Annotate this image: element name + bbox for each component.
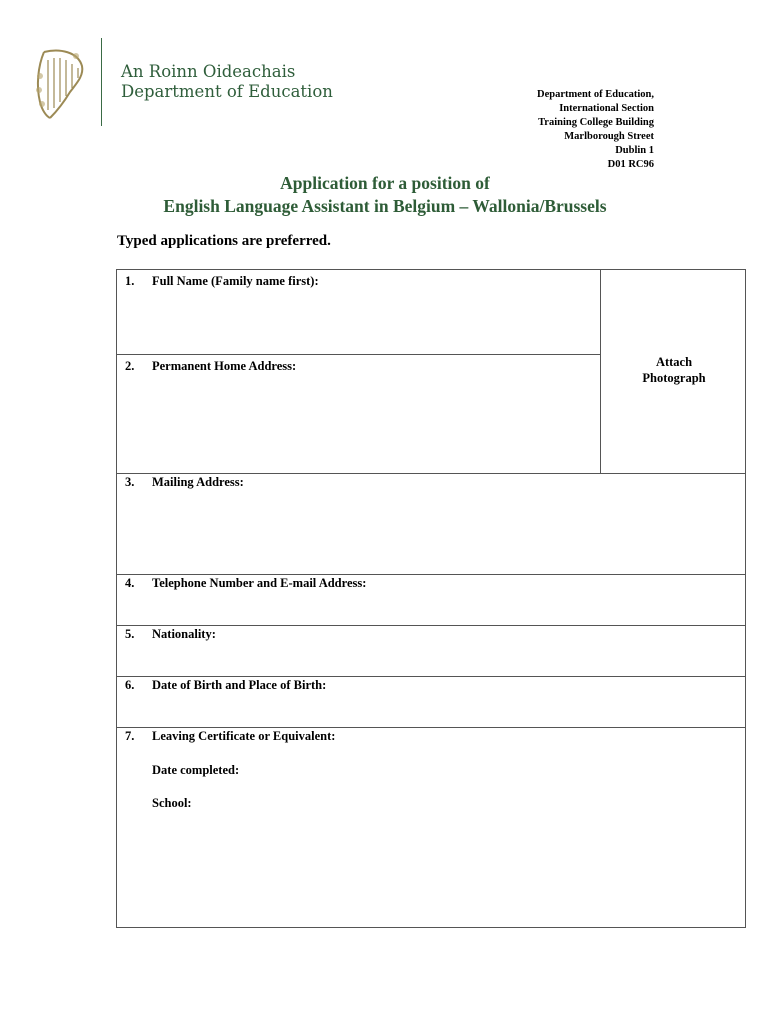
date-completed-label: Date completed: xyxy=(152,763,240,777)
full-name-label: Full Name (Family name first): xyxy=(152,274,319,288)
field-number: 5. xyxy=(125,627,135,641)
home-address-label: Permanent Home Address: xyxy=(152,359,297,373)
address-line: Training College Building xyxy=(538,117,654,128)
full-name-field[interactable] xyxy=(117,270,600,354)
field-number: 7. xyxy=(125,729,135,743)
department-brand xyxy=(121,62,333,102)
field-number: 2. xyxy=(125,359,135,373)
address-line: D01 RC96 xyxy=(607,159,654,170)
mailing-address-field[interactable] xyxy=(117,474,745,574)
address-line: Dublin 1 xyxy=(615,145,654,156)
mailing-address-label: Mailing Address: xyxy=(152,475,244,489)
address-line: Department of Education, xyxy=(537,89,654,100)
field-number: 4. xyxy=(125,576,135,590)
field-number: 3. xyxy=(125,475,135,489)
telephone-email-field[interactable] xyxy=(117,575,745,625)
photo-label-line-1: Attach xyxy=(655,355,693,369)
photo-box[interactable] xyxy=(601,354,747,386)
department-address xyxy=(537,88,654,172)
leaving-certificate-field[interactable] xyxy=(117,728,745,927)
nationality-field[interactable] xyxy=(117,626,745,676)
application-form xyxy=(116,269,746,928)
photo-label-line-2: Photograph xyxy=(642,371,706,385)
school-label: School: xyxy=(152,796,192,810)
brand-english-name: Department of Education xyxy=(121,82,333,101)
brand-irish-name: An Roinn Oideachais xyxy=(121,62,296,81)
address-line: Marlborough Street xyxy=(564,131,654,142)
field-number: 6. xyxy=(125,678,135,692)
telephone-email-label: Telephone Number and E-mail Address: xyxy=(152,576,367,590)
typed-note: Typed applications are preferred. xyxy=(117,233,331,249)
page-title xyxy=(0,172,770,218)
birth-label: Date of Birth and Place of Birth: xyxy=(152,678,327,692)
home-address-field[interactable] xyxy=(117,355,600,473)
harp-logo-icon xyxy=(30,46,88,122)
nationality-label: Nationality: xyxy=(152,627,216,641)
header-divider xyxy=(101,38,102,126)
birth-field[interactable] xyxy=(117,677,745,727)
address-line: International Section xyxy=(559,103,654,114)
field-number: 1. xyxy=(125,274,135,288)
title-line-2: English Language Assistant in Belgium – Wallonia/Brussels xyxy=(163,196,607,216)
title-line-1: Application for a position of xyxy=(280,173,490,193)
leaving-certificate-label: Leaving Certificate or Equivalent: xyxy=(152,729,336,743)
